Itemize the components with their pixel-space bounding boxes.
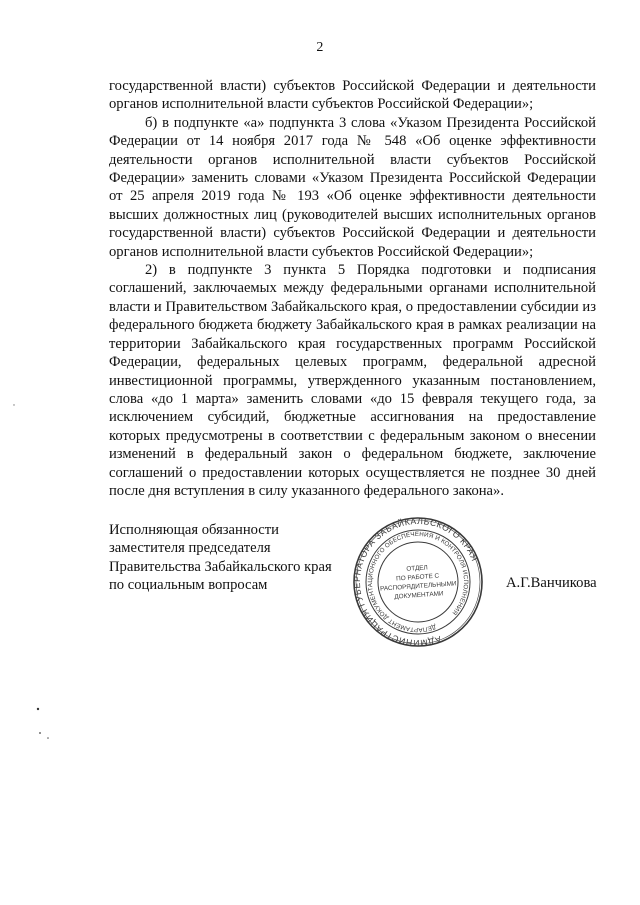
document-body	[109, 77, 596, 500]
official-seal	[352, 516, 484, 648]
signatory-position-line: заместителя председателя	[109, 540, 271, 557]
signatory-position-line: Правительства Забайкальского края	[109, 558, 332, 575]
scan-speck	[39, 732, 41, 734]
page-number: 2	[316, 40, 324, 55]
paragraph-continuation: государственной власти) субъектов Российской Федерации и деятельности органов исполнительной власти субъектов Российской Федерации»;	[109, 78, 596, 113]
scan-speck	[37, 708, 39, 710]
signatory-position-line: по социальным вопросам	[109, 577, 268, 594]
paragraph-item-2: 2) в подпункте 3 пункта 5 Порядка подготовки и подписания соглашений, заключаемых между федеральными органами исполнительной власти и Правительством Забайкальского края, о предоставлении субсидии из федерального бюджета бюджету Забайкальского края в рамках реализации на территории Забайкальского края государственных программ Российской Федерации, федеральных целевых программ, федеральной адресной инвестиционной программы, утвержденного указанным постановлением, слова «до 1 марта» заменить словами «до 15 февраля текущего года, за исключением субсидий, бюджетные ассигнования на предоставление которых предусмотрены в соответствии с федеральным законом о внесении изменений в федеральный закон о федеральном бюджете, заключение соглашений о предоставлении которых осуществляется не позднее 30 дней после дня вступления в силу указанного федерального закона».	[109, 262, 596, 499]
seal-center-line: ОТДЕЛ	[406, 564, 429, 573]
signatory-position	[109, 521, 339, 595]
scan-speck	[47, 737, 49, 739]
paragraph-subitem-b: б) в подпункте «а» подпункта 3 слова «Указом Президента Российской Федерации от 14 ноября 2017 года № 548 «Об оценке эффективности деятельности органов исполнительной власти субъектов Российской Федерации» заменить словами «Указом Президента Российской Федерации от 25 апреля 2019 года № 193 «Об оценке эффективности деятельности высших должностных лиц (руководителей высших исполнительных органов государственной власти) субъектов Российской Федерации и деятельности органов исполнительной власти субъектов Российской Федерации»;	[109, 114, 596, 260]
scan-speck	[13, 404, 14, 405]
seal-outer-text: АДМИНИСТРАЦИЯ ГУБЕРНАТОРА ЗАБАЙКАЛЬСКОГО КРАЯ	[352, 516, 480, 648]
seal-inner-text: ДЕПАРТАМЕНТ ДОКУМЕНТАЦИОННОГО ОБЕСПЕЧЕНИЯ И КОНТРОЛЯ ИСПОЛНЕНИЯ	[366, 530, 470, 634]
seal-center-line: ДОКУМЕНТАМИ	[394, 590, 444, 601]
seal-center-line: ПО РАБОТЕ С	[395, 572, 440, 583]
signatory-name: А.Г.Ванчикова	[506, 575, 597, 591]
signatory-position-line: Исполняющая обязанности	[109, 522, 279, 538]
seal-center-line: РАСПОРЯДИТЕЛЬНЫМИ	[379, 580, 457, 593]
